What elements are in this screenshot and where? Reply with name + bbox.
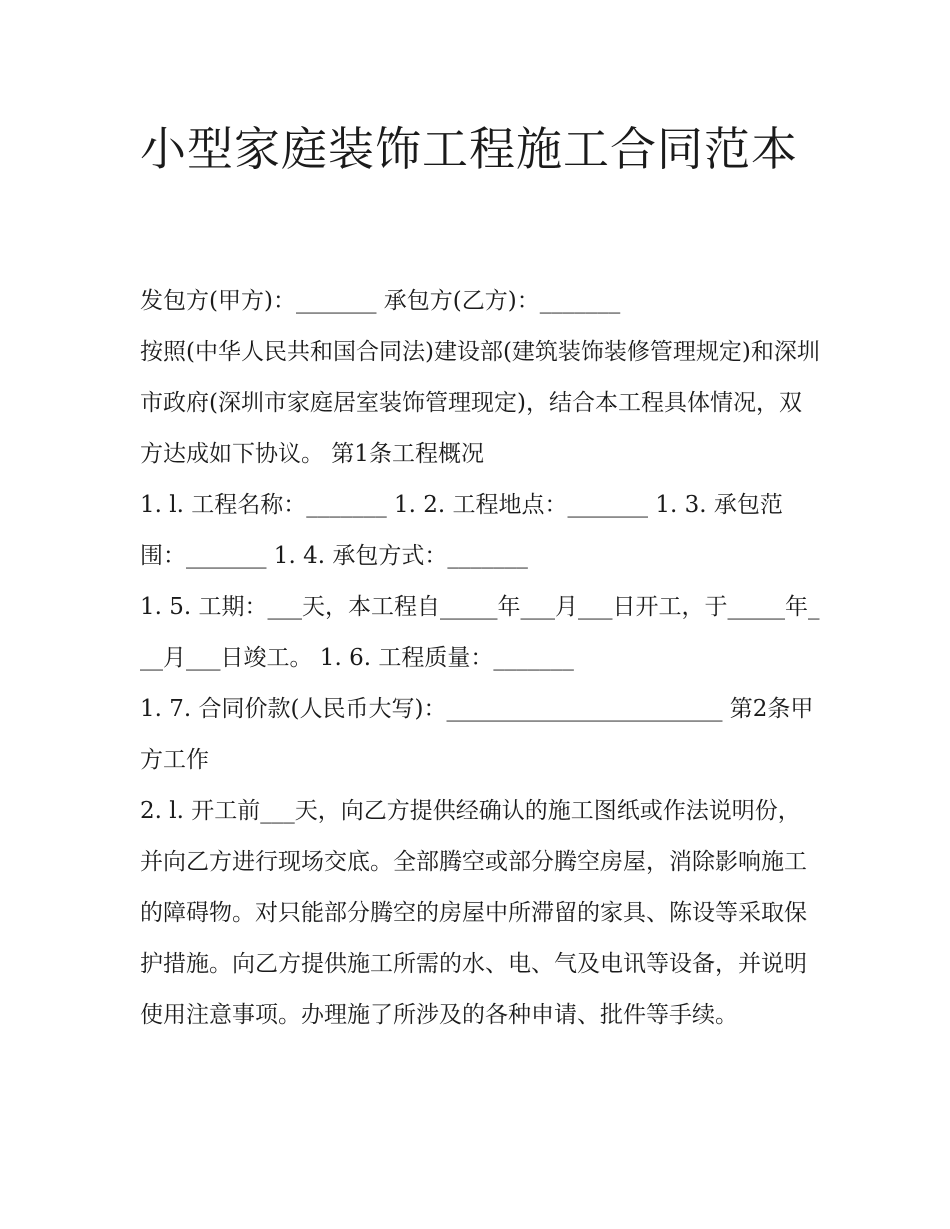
schedule-quality-paragraph: 1. 5. 工期：___天，本工程自_____年___月___日开工，于_____年___月___日竣工。 1. 6. 工程质量：_______ [140,594,820,671]
contract-price-paragraph: 1. 7. 合同价款(人民币大写)：________________________ 第2条甲方工作 [140,696,814,773]
document-title: 小型家庭装饰工程施工合同范本 [140,122,798,176]
parties-line: 发包方(甲方)：_______ 承包方(乙方)：_______ [140,288,621,314]
party-a-duties-paragraph: 2. l. 开工前___天，向乙方提供经确认的施工图纸或作法说明份，并向乙方进行现场交底。全部腾空或部分腾空房屋，消除影响施工的障碍物。对只能部分腾空的房屋中所滞留的家具、陈设等采取保护措施。向乙方提供施工所需的水、电、气及电讯等设备，并说明使用注意事项。办理施了所涉及的各种申请、批件等手续。 [140,798,807,1028]
preamble-paragraph: 按照(中华人民共和国合同法)建设部(建筑装饰装修管理规定)和深圳市政府(深圳市家庭居室装饰管理现定)，结合本工程具体情况，双方达成如下协议。 第1条工程概况 [140,339,820,467]
document-body [140,276,820,1041]
project-overview-paragraph: 1. l. 工程名称：_______ 1. 2. 工程地点：_______ 1. 3. 承包范围：_______ 1. 4. 承包方式：_______ [140,492,783,569]
